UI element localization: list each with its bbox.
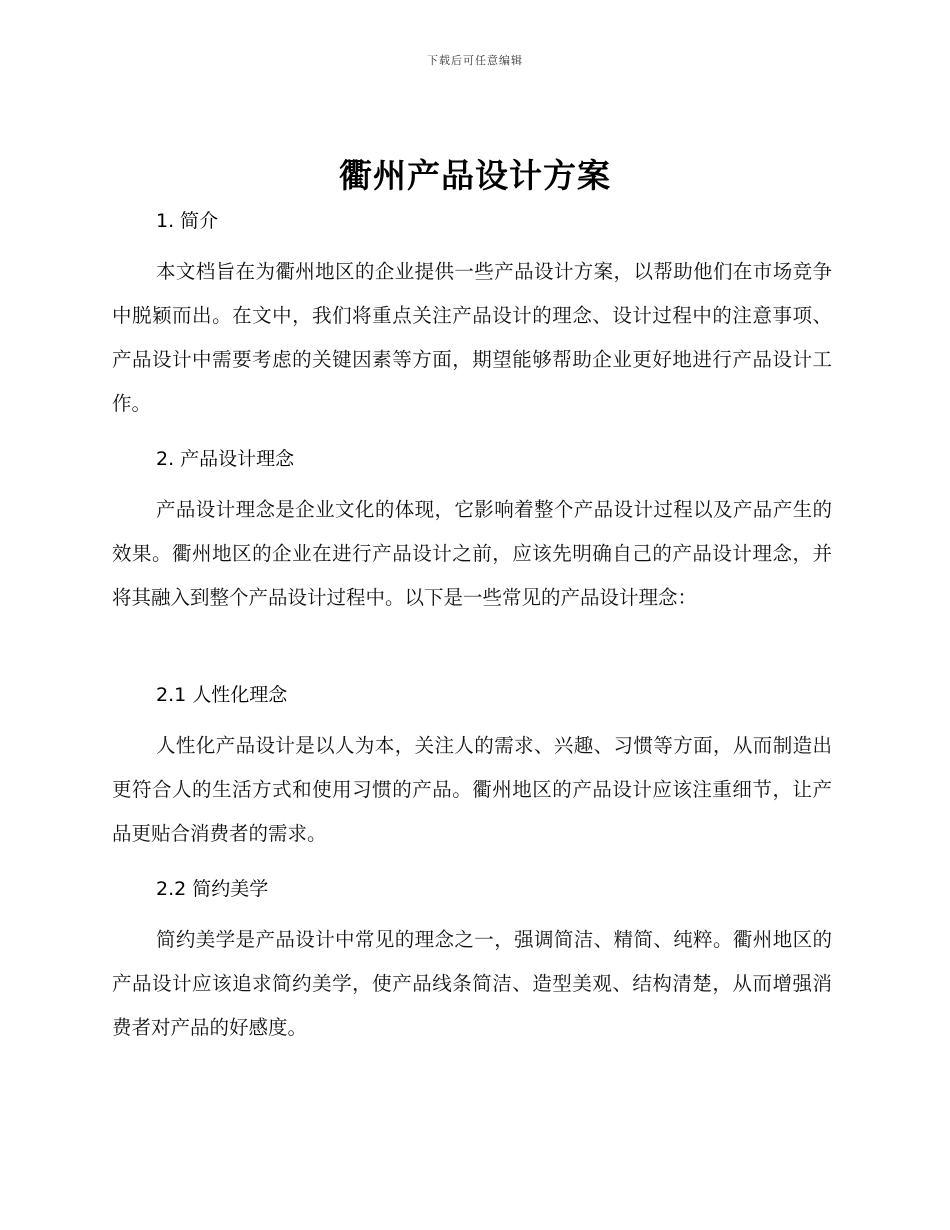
section-paragraph-humanized: 人性化产品设计是以人为本，关注人的需求、兴趣、习惯等方面，从而制造出更符合人的生活方式和使用习惯的产品。衢州地区的产品设计应该注重细节，让产品更贴合消费者的需求。: [112, 734, 832, 845]
document-title: 衢州产品设计方案: [339, 156, 611, 195]
section-heading-minimalism: 2.2 简约美学: [156, 878, 269, 900]
section-paragraph-minimalism: 简约美学是产品设计中常见的理念之一，强调简洁、精简、纯粹。衢州地区的产品设计应该追求简约美学，使产品线条简洁、造型美观、结构清楚，从而增强消费者对产品的好感度。: [112, 928, 832, 1039]
section-heading-design-philosophy: 2. 产品设计理念: [156, 448, 295, 470]
section-heading-intro: 1. 简介: [156, 210, 219, 232]
section-paragraph-design-philosophy: 产品设计理念是企业文化的体现，它影响着整个产品设计过程以及产品产生的效果。衢州地区的企业在进行产品设计之前，应该先明确自己的产品设计理念，并将其融入到整个产品设计过程中。以下是一些常见的产品设计理念：: [112, 498, 832, 609]
section-heading-humanized: 2.1 人性化理念: [156, 684, 288, 706]
section-paragraph-intro: 本文档旨在为衢州地区的企业提供一些产品设计方案，以帮助他们在市场竞争中脱颖而出。在文中，我们将重点关注产品设计的理念、设计过程中的注意事项、产品设计中需要考虑的关键因素等方面，期望能够帮助企业更好地进行产品设计工作。: [112, 260, 832, 415]
page-header-note: 下载后可任意编辑: [427, 54, 523, 67]
